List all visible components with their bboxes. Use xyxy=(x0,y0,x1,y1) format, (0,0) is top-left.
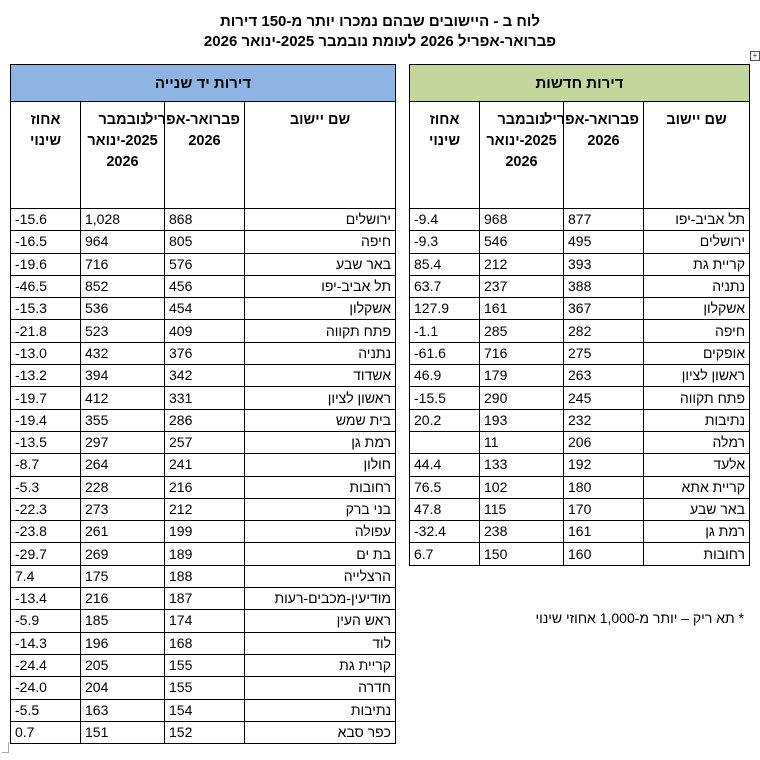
cell-current-period: 188 xyxy=(165,565,245,587)
cell-name: פתח תקווה xyxy=(245,320,396,342)
cell-prev-period: 238 xyxy=(480,521,564,543)
second_hand-header-row xyxy=(11,102,396,209)
cell-name: נתיבות xyxy=(245,699,396,721)
page-corner-mark xyxy=(2,742,9,753)
cell-prev-period: 394 xyxy=(81,365,165,387)
cell-prev-period: 196 xyxy=(81,632,165,654)
second_hand-band-label: דירות יד שנייה xyxy=(11,65,396,102)
cell-name: רחובות xyxy=(245,476,396,498)
cell-prev-period: 273 xyxy=(81,498,165,520)
col-current-period-header: פברואר-אפריל 2026 xyxy=(165,102,245,209)
cell-change: 0.7 xyxy=(11,721,81,743)
footnote: * תא ריק – יותר מ-1,000 אחוזי שינוי xyxy=(535,610,744,626)
cell-change: 76.5 xyxy=(410,476,480,498)
cell-name: באר שבע xyxy=(245,253,396,275)
table-row xyxy=(410,543,750,565)
cell-change: -13.4 xyxy=(11,588,81,610)
col-prev-period-header: נובמבר 2025-ינואר 2026 xyxy=(81,102,165,209)
cell-prev-period: 228 xyxy=(81,476,165,498)
cell-current-period: 393 xyxy=(564,253,644,275)
table-row xyxy=(410,476,750,498)
new-apartments-table xyxy=(409,64,750,566)
cell-prev-period: 204 xyxy=(81,677,165,699)
cell-change: -5.3 xyxy=(11,476,81,498)
cell-current-period: 257 xyxy=(165,431,245,453)
cell-name: פתח תקווה xyxy=(644,387,750,409)
table-row xyxy=(11,610,396,632)
cell-current-period: 170 xyxy=(564,498,644,520)
cell-name: קריית אתא xyxy=(644,476,750,498)
col-change-header: אחוז שינוי xyxy=(11,102,81,209)
cell-change: -8.7 xyxy=(11,454,81,476)
cell-change: -14.3 xyxy=(11,632,81,654)
second_hand-band-row xyxy=(11,65,396,102)
cell-change: -9.3 xyxy=(410,231,480,253)
cell-current-period: 456 xyxy=(165,275,245,297)
table-row xyxy=(410,342,750,364)
second-hand-table xyxy=(10,64,396,744)
cell-name: אלעד xyxy=(644,454,750,476)
cell-prev-period: 523 xyxy=(81,320,165,342)
cell-name: ראשון לציון xyxy=(245,387,396,409)
cell-change: -46.5 xyxy=(11,275,81,297)
cell-prev-period: 185 xyxy=(81,610,165,632)
cell-change: -23.8 xyxy=(11,521,81,543)
table-row xyxy=(410,298,750,320)
table-row xyxy=(11,454,396,476)
col-change-header: אחוז שינוי xyxy=(410,102,480,209)
cell-change: 63.7 xyxy=(410,275,480,297)
cell-name: תל אביב-יפו xyxy=(644,209,750,231)
table-row xyxy=(11,231,396,253)
cell-prev-period: 133 xyxy=(480,454,564,476)
cell-change: -24.0 xyxy=(11,677,81,699)
col-name-header: שם יישוב xyxy=(644,102,750,209)
table-row xyxy=(11,721,396,743)
cell-current-period: 331 xyxy=(165,387,245,409)
cell-name: ראש העין xyxy=(245,610,396,632)
cell-name: בת ים xyxy=(245,543,396,565)
cell-prev-period: 1,028 xyxy=(81,209,165,231)
cell-name: חולון xyxy=(245,454,396,476)
table-row xyxy=(410,409,750,431)
cell-current-period: 187 xyxy=(165,588,245,610)
cell-change: -5.9 xyxy=(11,610,81,632)
cell-change: -15.3 xyxy=(11,298,81,320)
cell-change: -15.5 xyxy=(410,387,480,409)
cell-prev-period: 290 xyxy=(480,387,564,409)
cell-name: רמת גן xyxy=(245,431,396,453)
cell-change: -1.1 xyxy=(410,320,480,342)
cell-name: ירושלים xyxy=(245,209,396,231)
table-row xyxy=(11,320,396,342)
table-row xyxy=(11,431,396,453)
cell-name: ראשון לציון xyxy=(644,365,750,387)
cell-current-period: 168 xyxy=(165,632,245,654)
col-prev-period-header: נובמבר 2025-ינואר 2026 xyxy=(480,102,564,209)
cell-current-period: 245 xyxy=(564,387,644,409)
cell-current-period: 495 xyxy=(564,231,644,253)
table-row xyxy=(11,632,396,654)
cell-change: -9.4 xyxy=(410,209,480,231)
cell-prev-period: 968 xyxy=(480,209,564,231)
table-row xyxy=(410,209,750,231)
table-row xyxy=(11,253,396,275)
cell-change: -22.3 xyxy=(11,498,81,520)
cell-current-period: 192 xyxy=(564,454,644,476)
cell-name: בני ברק xyxy=(245,498,396,520)
table-row xyxy=(410,521,750,543)
cell-name: רמת גן xyxy=(644,521,750,543)
cell-name: באר שבע xyxy=(644,498,750,520)
cell-change: 7.4 xyxy=(11,565,81,587)
table-row xyxy=(11,677,396,699)
cell-name: ירושלים xyxy=(644,231,750,253)
cell-prev-period: 212 xyxy=(480,253,564,275)
cell-current-period: 576 xyxy=(165,253,245,275)
cell-change: -13.2 xyxy=(11,365,81,387)
cell-change: -15.6 xyxy=(11,209,81,231)
table-move-handle-icon[interactable]: + xyxy=(750,51,760,61)
cell-name: רמלה xyxy=(644,431,750,453)
cell-change: -19.7 xyxy=(11,387,81,409)
cell-prev-period: 432 xyxy=(81,342,165,364)
cell-change: -61.6 xyxy=(410,342,480,364)
table-row xyxy=(11,365,396,387)
table-row xyxy=(11,275,396,297)
cell-current-period: 154 xyxy=(165,699,245,721)
cell-current-period: 409 xyxy=(165,320,245,342)
table-row xyxy=(410,231,750,253)
cell-current-period: 263 xyxy=(564,365,644,387)
cell-current-period: 367 xyxy=(564,298,644,320)
cell-prev-period: 297 xyxy=(81,431,165,453)
cell-prev-period: 175 xyxy=(81,565,165,587)
cell-change: -19.4 xyxy=(11,409,81,431)
table-row xyxy=(11,543,396,565)
cell-prev-period: 412 xyxy=(81,387,165,409)
table-row xyxy=(11,476,396,498)
cell-name: חיפה xyxy=(245,231,396,253)
new_apartments-band-row xyxy=(410,65,750,102)
cell-current-period: 155 xyxy=(165,654,245,676)
cell-current-period: 282 xyxy=(564,320,644,342)
cell-current-period: 454 xyxy=(165,298,245,320)
table-row xyxy=(11,298,396,320)
cell-prev-period: 852 xyxy=(81,275,165,297)
cell-current-period: 286 xyxy=(165,409,245,431)
cell-name: נתיבות xyxy=(644,409,750,431)
table-row xyxy=(11,342,396,364)
cell-name: אשקלון xyxy=(644,298,750,320)
table-row xyxy=(410,275,750,297)
cell-current-period: 241 xyxy=(165,454,245,476)
table-row xyxy=(11,409,396,431)
cell-change: -24.4 xyxy=(11,654,81,676)
cell-name: קריית גת xyxy=(245,654,396,676)
cell-prev-period: 151 xyxy=(81,721,165,743)
table-row xyxy=(410,365,750,387)
col-current-period-header: פברואר-אפריל 2026 xyxy=(564,102,644,209)
table-row xyxy=(11,209,396,231)
cell-name: רחובות xyxy=(644,543,750,565)
table-row xyxy=(11,565,396,587)
cell-prev-period: 163 xyxy=(81,699,165,721)
cell-prev-period: 161 xyxy=(480,298,564,320)
cell-change: 20.2 xyxy=(410,409,480,431)
table-subtitle: פברואר-אפריל 2026 לעומת נובמבר 2025-ינואר 2026 xyxy=(203,33,557,50)
cell-current-period: 189 xyxy=(165,543,245,565)
cell-current-period: 199 xyxy=(165,521,245,543)
cell-current-period: 161 xyxy=(564,521,644,543)
table-row xyxy=(11,498,396,520)
cell-prev-period: 355 xyxy=(81,409,165,431)
cell-current-period: 212 xyxy=(165,498,245,520)
cell-change: -13.0 xyxy=(11,342,81,364)
cell-prev-period: 285 xyxy=(480,320,564,342)
cell-prev-period: 102 xyxy=(480,476,564,498)
cell-change xyxy=(410,431,480,453)
cell-change: -16.5 xyxy=(11,231,81,253)
table-row xyxy=(11,654,396,676)
cell-prev-period: 964 xyxy=(81,231,165,253)
cell-prev-period: 115 xyxy=(480,498,564,520)
cell-name: הרצלייה xyxy=(245,565,396,587)
cell-current-period: 805 xyxy=(165,231,245,253)
cell-current-period: 275 xyxy=(564,342,644,364)
cell-name: בית שמש xyxy=(245,409,396,431)
table-row xyxy=(410,253,750,275)
cell-change: 46.9 xyxy=(410,365,480,387)
cell-change: 127.9 xyxy=(410,298,480,320)
cell-name: קריית גת xyxy=(644,253,750,275)
cell-prev-period: 716 xyxy=(81,253,165,275)
cell-change: -5.5 xyxy=(11,699,81,721)
table-row xyxy=(11,387,396,409)
col-name-header: שם יישוב xyxy=(245,102,396,209)
cell-prev-period: 716 xyxy=(480,342,564,364)
new_apartments-header-row xyxy=(410,102,750,209)
cell-current-period: 160 xyxy=(564,543,644,565)
cell-change: 47.8 xyxy=(410,498,480,520)
cell-prev-period: 261 xyxy=(81,521,165,543)
cell-name: נתניה xyxy=(245,342,396,364)
cell-current-period: 180 xyxy=(564,476,644,498)
cell-current-period: 216 xyxy=(165,476,245,498)
cell-name: מודיעין-מכבים-רעות xyxy=(245,588,396,610)
cell-current-period: 174 xyxy=(165,610,245,632)
cell-current-period: 868 xyxy=(165,209,245,231)
table-row xyxy=(410,498,750,520)
table-row xyxy=(11,588,396,610)
cell-name: אופקים xyxy=(644,342,750,364)
cell-current-period: 232 xyxy=(564,409,644,431)
cell-change: -19.6 xyxy=(11,253,81,275)
cell-change: -32.4 xyxy=(410,521,480,543)
cell-name: עפולה xyxy=(245,521,396,543)
table-row xyxy=(410,387,750,409)
cell-prev-period: 11 xyxy=(480,431,564,453)
cell-prev-period: 179 xyxy=(480,365,564,387)
cell-prev-period: 216 xyxy=(81,588,165,610)
cell-name: חיפה xyxy=(644,320,750,342)
cell-current-period: 152 xyxy=(165,721,245,743)
cell-name: לוד xyxy=(245,632,396,654)
cell-prev-period: 264 xyxy=(81,454,165,476)
cell-current-period: 342 xyxy=(165,365,245,387)
cell-name: כפר סבא xyxy=(245,721,396,743)
cell-prev-period: 150 xyxy=(480,543,564,565)
cell-name: נתניה xyxy=(644,275,750,297)
cell-current-period: 388 xyxy=(564,275,644,297)
cell-change: 85.4 xyxy=(410,253,480,275)
cell-name: אשקלון xyxy=(245,298,396,320)
cell-change: -29.7 xyxy=(11,543,81,565)
cell-name: תל אביב-יפו xyxy=(245,275,396,297)
new_apartments-band-label: דירות חדשות xyxy=(410,65,750,102)
cell-current-period: 877 xyxy=(564,209,644,231)
cell-prev-period: 237 xyxy=(480,275,564,297)
cell-prev-period: 205 xyxy=(81,654,165,676)
cell-change: 6.7 xyxy=(410,543,480,565)
cell-change: -21.8 xyxy=(11,320,81,342)
cell-prev-period: 546 xyxy=(480,231,564,253)
table-title-block xyxy=(0,12,760,52)
cell-prev-period: 193 xyxy=(480,409,564,431)
cell-change: 44.4 xyxy=(410,454,480,476)
cell-prev-period: 536 xyxy=(81,298,165,320)
cell-name: חדרה xyxy=(245,677,396,699)
cell-name: אשדוד xyxy=(245,365,396,387)
table-row xyxy=(11,521,396,543)
table-row xyxy=(410,320,750,342)
table-row xyxy=(11,699,396,721)
cell-current-period: 155 xyxy=(165,677,245,699)
table-title: לוח ב - היישובים שבהם נמכרו יותר מ-150 דירות xyxy=(220,13,540,30)
cell-current-period: 206 xyxy=(564,431,644,453)
table-row xyxy=(410,431,750,453)
cell-change: -13.5 xyxy=(11,431,81,453)
table-row xyxy=(410,454,750,476)
cell-prev-period: 269 xyxy=(81,543,165,565)
cell-current-period: 376 xyxy=(165,342,245,364)
